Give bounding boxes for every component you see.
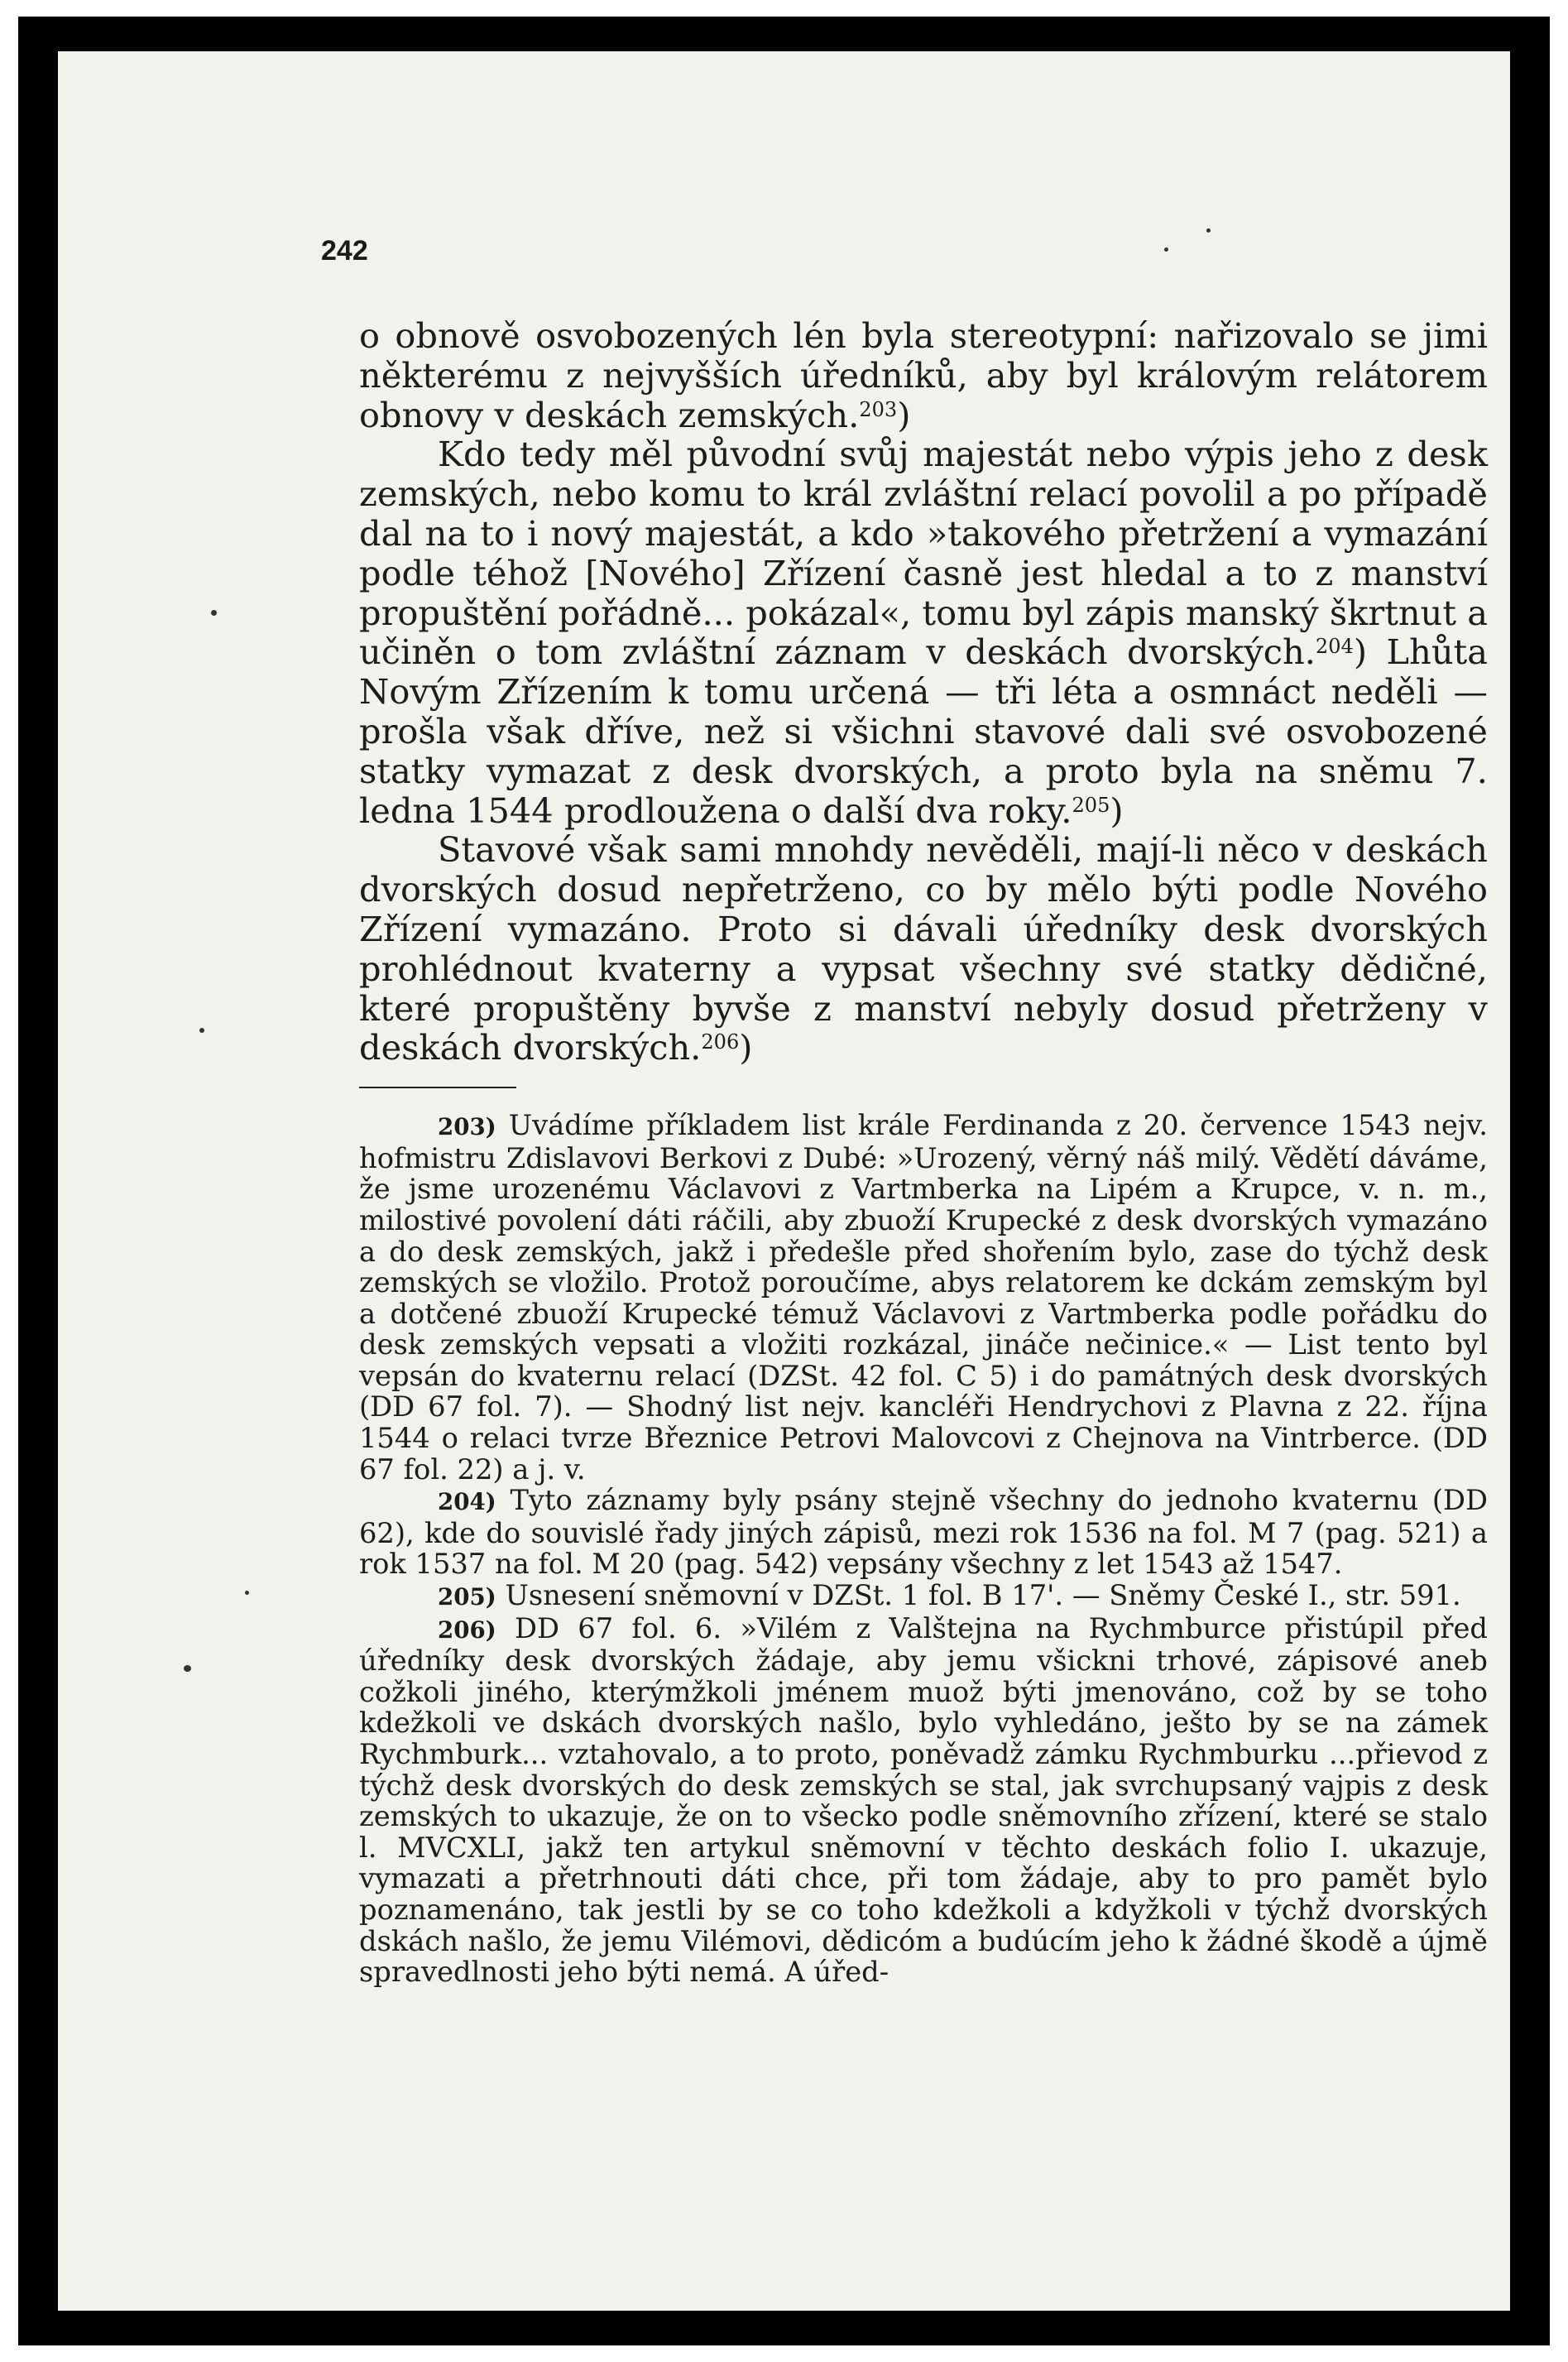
main-text [359, 316, 1488, 1068]
footnote-text: Tyto záznamy byly psány stejně všechny do jednoho kvaternu (DD 62), kde do souvislé řady jiných zápisů, mezi rok 1536 na fol. M 7 (pag. 521) a rok 1537 na fol. M 20 (pag. 542) vepsány všechny z let 1543 až 1547. [359, 1484, 1489, 1581]
footnote-text: Uvádíme příkladem list krále Ferdinanda z 20. července 1543 nejv. hofmistru Zdislavovi Berkovi z Dubé: »Urozený, věrný náš milý. Vědětí dáváme, že jsme urozenému Václavovi z Vartmberka na Lipém a Krupce, v. n. m., milostivé povolení dáti ráčili, aby zbuoží Krupecké z desk dvorských vymazáno a do desk zemských, jakž i předešle před shořením bylo, zase do týchž desk zemských se vložilo. Protož poroučíme, abys relatorem ke dckám zemským byl a dotčené zbuoží Krupecké témuž Václavovi z Vartmberka podle pořádku do desk zemských vepsati a vložiti rozkázal, jináče nečinice.« — List tento byl vepsán do kvaternu relací (DZSt. 42 fol. C 5) i do památných desk dvorských (DD 67 fol. 7). — Shodný list nejv. kancléři Hendrychovi z Plavna z 22. října 1544 o relaci tvrze Březnice Petrovi Malovcovi z Chejnova na Vintrberce. (DD 67 fol. 22) a j. v. [359, 1109, 1488, 1486]
book-page [58, 51, 1510, 2311]
page-number: 242 [321, 235, 368, 266]
paragraph [359, 434, 1488, 830]
footnote [359, 1613, 1488, 1988]
footnote-ref: 205 [1072, 793, 1110, 817]
footnote-text: Usnesení sněmovní v DZSt. 1 fol. B 17'. — Sněmy České I., str. 591. [505, 1579, 1461, 1612]
footnote-label: 204) [438, 1488, 496, 1516]
footnote-label: 205) [438, 1583, 496, 1611]
footnote-ref: 204 [1315, 635, 1354, 659]
paragraph [359, 316, 1488, 434]
paragraph-text: ) Lhůta Novým Zřízením k tomu určená — tři léta a osmnáct neděli — prošla však dříve, než si všichni stavové dali své osvobozené statky vymazat z desk dvorských, a proto byla na sněmu 7. ledna 1544 prodloužena o další dva roky. [359, 631, 1488, 831]
paragraph-text: Kdo tedy měl původní svůj majestát nebo výpis jeho z desk zemských, nebo komu to král zvláštní relací povolil a po případě dal na to i nový majestát, a kdo »takového přetržení a vymazání podle téhož [Nového] Zřízení časně jest hledal a to z manství propuštění pořádně... pokázal«, tomu byl zápis manský škrtnut a učiněn o tom zvláštní záznam v deskách dvorských. [359, 434, 1488, 673]
ref-paren: ) [739, 1027, 753, 1068]
footnote-ref: 203 [859, 397, 898, 421]
footnote-label: 206) [438, 1615, 496, 1644]
footnote [359, 1110, 1488, 1485]
speck [211, 610, 217, 616]
speck [1206, 228, 1211, 233]
footnote-separator [359, 1087, 516, 1088]
speck [199, 1028, 204, 1033]
ref-paren: ) [897, 394, 911, 435]
paragraph [359, 830, 1488, 1068]
footnote-ref: 206 [701, 1030, 740, 1054]
footnote-label: 203) [438, 1113, 496, 1141]
paragraph-text: Stavové však sami mnohdy nevěděli, mají-li něco v deskách dvorských dosud nepřetrženo, co by mělo býti podle Nového Zřízení vymazáno. Proto si dávali úředníky desk dvorských prohlédnout kvaterny a vypsat všechny své statky dědičné, které propuštěny byvše z manství nebyly dosud přetrženy v deskách dvorských. [359, 829, 1488, 1068]
paragraph-text: o obnově osvobozených lén byla stereotypní: nařizovalo se jimi některému z nejvyšších úředníků, aby byl královým relátorem obnovy v deskách zemských. [359, 315, 1488, 435]
scan-border [18, 17, 1550, 2345]
page-content [359, 316, 1488, 1988]
footnote-text: DD 67 fol. 6. »Vilém z Valštejna na Rychmburce přistúpil před úředníky desk dvorských žádaje, aby jemu všickni trhové, zápisové aneb cožkoli jiného, kterýmžkoli jménem muož býti jmenováno, což by se toho kdežkoli ve dskách dvorských našlo, bylo vyhledáno, ješto by se na zámek Rychmburk... vztahovalo, a to proto, poněvadž zámku Rychmburku ...přievod z týchž desk dvorských do desk zemských se stal, jak svrchupsaný vajpis z desk zemských to ukazuje, že on to všecko podle sněmovního zřízení, které se stalo l. MVCXLI, jakž ten artykul sněmovní v těchto deskách folio I. ukazuje, vymazati a přetrhnouti dáti chce, při tom žádaje, aby to pro pamět bylo poznamenáno, tak jestli by se co toho kdežkoli a kdyžkoli v týchž dvorských dskách našlo, že jemu Vilémovi, dědicóm a budúcím jeho k žádné škodě a újmě spravedlnosti jeho býti nemá. A úřed- [359, 1611, 1488, 1989]
footnotes [359, 1110, 1488, 1988]
speck [184, 1665, 191, 1672]
footnote [359, 1485, 1488, 1580]
ref-paren: ) [1110, 790, 1124, 831]
speck [245, 1591, 249, 1595]
speck [1164, 247, 1168, 252]
footnote [359, 1580, 1488, 1613]
